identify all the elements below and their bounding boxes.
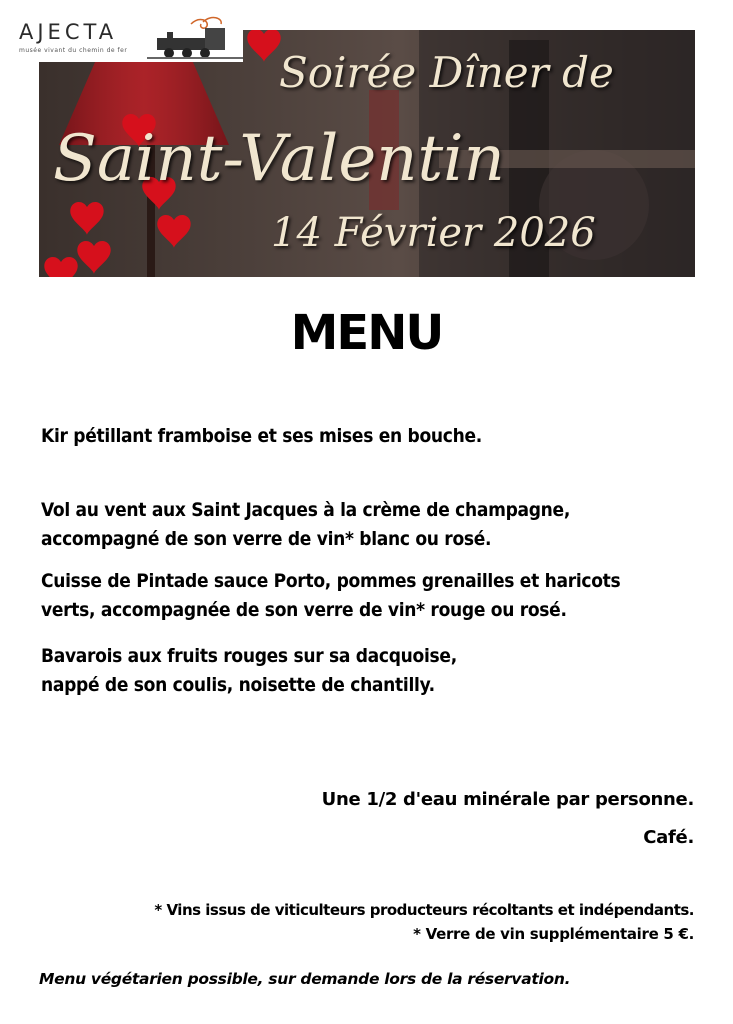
course-main — [41, 567, 620, 625]
course-line: Cuisse de Pintade sauce Porto, pommes grenailles et haricots — [41, 570, 621, 592]
heart-icon — [70, 202, 103, 235]
course-dessert — [41, 642, 457, 700]
coffee-line: Café. — [643, 827, 694, 848]
course-line: nappé de son coulis, noisette de chantilly. — [41, 674, 435, 696]
heart-icon — [77, 241, 110, 274]
banner-image — [39, 30, 695, 277]
locomotive-icon — [147, 16, 243, 60]
course-line: accompagné de son verre de vin* blanc ou rosé. — [41, 528, 492, 550]
menu-heading: MENU — [290, 305, 443, 361]
water-line: Une 1/2 d'eau minérale par personne. — [321, 789, 694, 810]
banner-title-line2: Saint-Valentin — [53, 122, 505, 196]
course-line: Kir pétillant framboise et ses mises en bouche. — [41, 425, 482, 447]
banner-date: 14 Février 2026 — [271, 210, 596, 256]
course-entree — [41, 496, 570, 554]
banner-title-line1: Soirée Dîner de — [279, 48, 614, 97]
course-aperitif — [41, 422, 482, 451]
heart-icon — [44, 257, 77, 277]
heart-icon — [157, 215, 190, 248]
logo-name: AJECTA — [19, 20, 118, 44]
logo-tagline: musée vivant du chemin de fer — [19, 47, 128, 54]
ajecta-logo — [13, 14, 243, 62]
vegetarian-note: Menu végétarien possible, sur demande lors de la réservation. — [39, 970, 571, 988]
heart-icon — [247, 30, 280, 62]
course-line: verts, accompagnée de son verre de vin* rouge ou rosé. — [41, 599, 567, 621]
course-line: Bavarois aux fruits rouges sur sa dacquoise, — [41, 645, 457, 667]
course-line: Vol au vent aux Saint Jacques à la crème de champagne, — [41, 499, 571, 521]
wine-note: * Vins issus de viticulteurs producteurs récoltants et indépendants. — [154, 901, 694, 919]
extra-glass-note: * Verre de vin supplémentaire 5 €. — [413, 925, 694, 943]
